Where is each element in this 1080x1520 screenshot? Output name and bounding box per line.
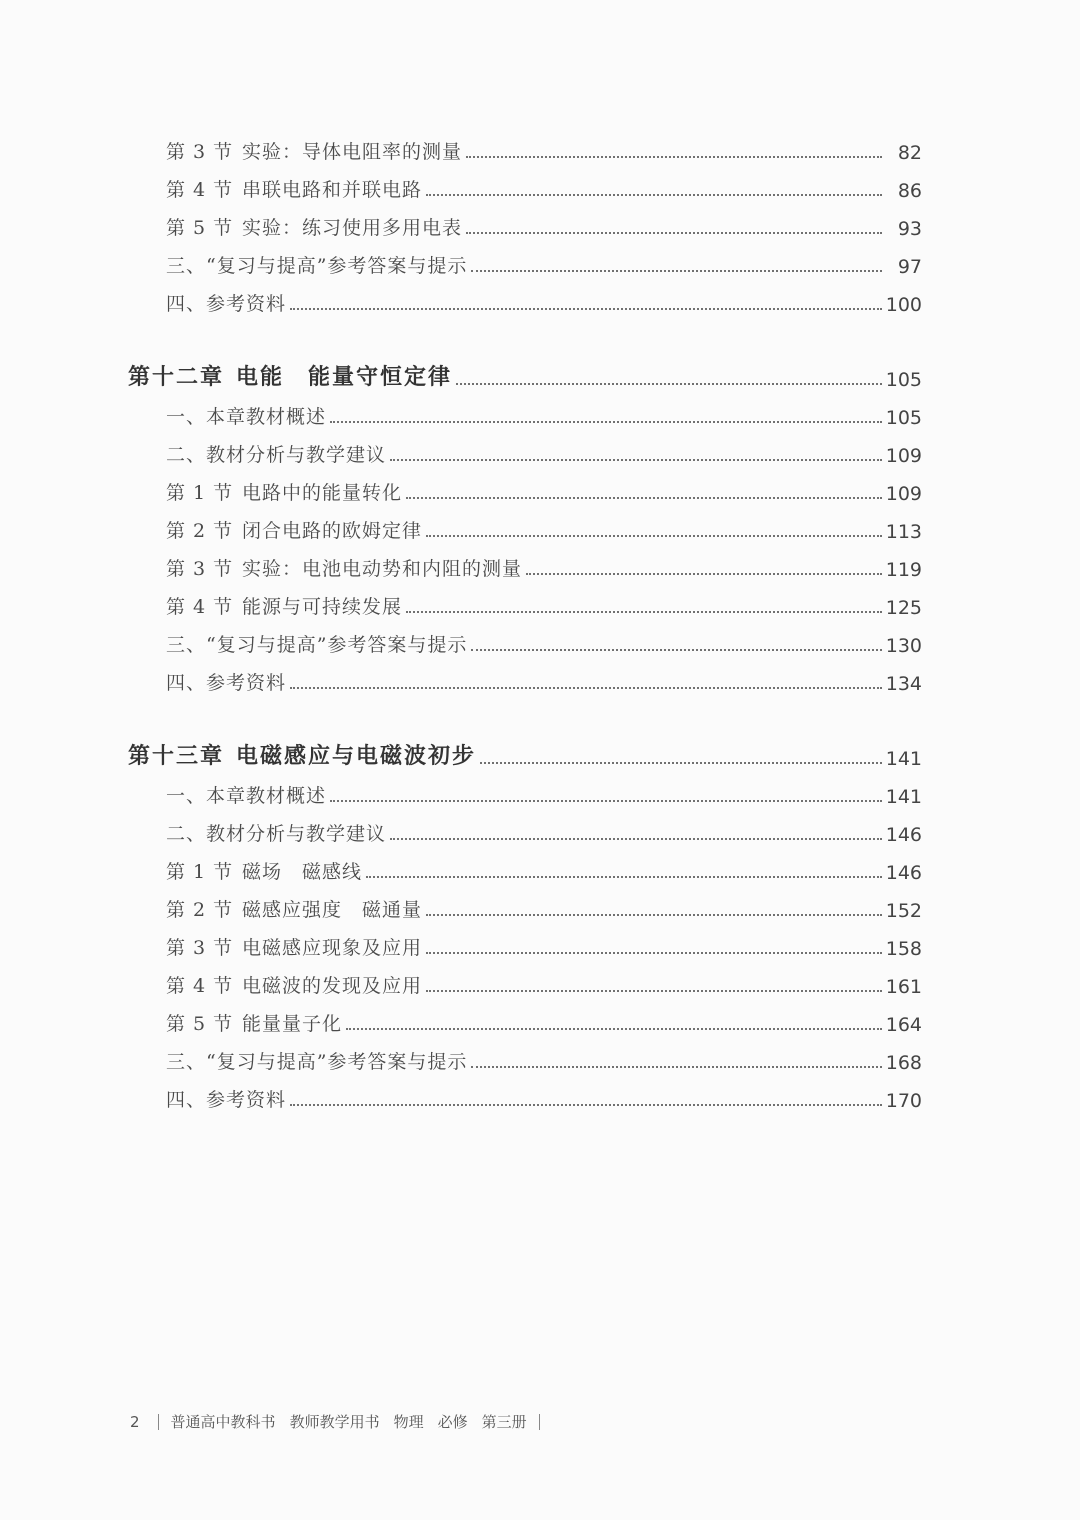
entry-title: 三、“复习与提高”参考答案与提示 <box>166 1051 468 1073</box>
dot-leader <box>426 990 882 992</box>
toc-entry[interactable] <box>0 467 1080 505</box>
toc-entry-label <box>128 360 452 391</box>
page-number: 130 <box>885 635 922 657</box>
entry-title: 三、“复习与提高”参考答案与提示 <box>166 255 468 277</box>
toc-entry-label <box>166 251 467 278</box>
entry-title: 能源与可持续发展 <box>242 596 403 618</box>
page-number: 146 <box>885 824 922 846</box>
toc-entry-label <box>166 895 422 922</box>
dot-leader <box>426 952 882 954</box>
toc-entry-label <box>166 971 422 998</box>
page-number: 109 <box>885 445 922 467</box>
toc-entry[interactable] <box>0 619 1080 657</box>
section-number: 第 2 节 <box>166 520 234 542</box>
section-number: 第 3 节 <box>166 558 234 580</box>
chapter-title: 电能 能量守恒定律 <box>236 364 453 390</box>
entry-title: 实验：电池电动势和内阻的测量 <box>242 558 523 580</box>
toc-entry[interactable] <box>0 240 1080 278</box>
section-number: 第 1 节 <box>166 482 234 504</box>
toc-chapter-entry[interactable] <box>0 352 1080 391</box>
section-number: 第 4 节 <box>166 975 234 997</box>
page-number: 93 <box>897 218 922 240</box>
dot-leader <box>290 687 882 689</box>
toc-entry-label <box>166 440 386 467</box>
entry-title: 二、教材分析与教学建议 <box>166 444 387 466</box>
dot-leader <box>390 459 882 461</box>
toc-entry-label <box>166 402 326 429</box>
page-number: 82 <box>897 142 922 164</box>
entry-title: 四、参考资料 <box>166 293 287 315</box>
page-number: 97 <box>897 256 922 278</box>
toc-entry-label <box>128 739 476 770</box>
page-number: 105 <box>885 369 922 391</box>
page-number: 113 <box>885 521 922 543</box>
toc-group <box>0 126 1080 316</box>
entry-title: 二、教材分析与教学建议 <box>166 823 387 845</box>
dot-leader <box>330 800 882 802</box>
dot-leader <box>346 1028 882 1030</box>
toc-entry-label <box>166 630 467 657</box>
page-number: 86 <box>897 180 922 202</box>
entry-title: 电路中的能量转化 <box>242 482 403 504</box>
toc-entry[interactable] <box>0 808 1080 846</box>
toc-entry[interactable] <box>0 1074 1080 1112</box>
page-number: 134 <box>885 673 922 695</box>
table-of-contents <box>0 126 1080 1148</box>
toc-entry[interactable] <box>0 505 1080 543</box>
dot-leader <box>290 1104 882 1106</box>
toc-group <box>0 731 1080 1112</box>
dot-leader <box>426 535 882 537</box>
toc-entry[interactable] <box>0 581 1080 619</box>
entry-title: 一、本章教材概述 <box>166 406 327 428</box>
toc-entry[interactable] <box>0 657 1080 695</box>
entry-title: 实验：练习使用多用电表 <box>242 217 463 239</box>
toc-entry[interactable] <box>0 278 1080 316</box>
toc-entry-label <box>166 137 462 164</box>
section-number: 第 1 节 <box>166 861 234 883</box>
toc-entry[interactable] <box>0 164 1080 202</box>
toc-entry-label <box>166 668 286 695</box>
page-number: 119 <box>885 559 922 581</box>
dot-leader <box>390 838 882 840</box>
toc-entry-label <box>166 554 522 581</box>
dot-leader <box>526 573 882 575</box>
page-number: 125 <box>885 597 922 619</box>
toc-group <box>0 352 1080 695</box>
footer-subject: 物理 <box>393 1413 424 1431</box>
toc-entry[interactable] <box>0 202 1080 240</box>
entry-title: 三、“复习与提高”参考答案与提示 <box>166 634 468 656</box>
dot-leader <box>456 383 882 385</box>
chapter-number: 第十二章 <box>128 364 225 390</box>
section-number: 第 3 节 <box>166 141 234 163</box>
toc-entry-label <box>166 289 286 316</box>
entry-title: 能量量子化 <box>242 1013 343 1035</box>
toc-entry[interactable] <box>0 770 1080 808</box>
dot-leader <box>471 270 882 272</box>
toc-chapter-entry[interactable] <box>0 731 1080 770</box>
dot-leader <box>471 649 881 651</box>
section-number: 第 4 节 <box>166 179 234 201</box>
dot-leader <box>290 308 882 310</box>
dot-leader <box>466 156 882 158</box>
page-number: 161 <box>885 976 922 998</box>
page-number: 170 <box>885 1090 922 1112</box>
toc-entry-label <box>166 819 386 846</box>
section-number: 第 5 节 <box>166 217 234 239</box>
dot-leader <box>406 497 882 499</box>
dot-leader <box>330 421 882 423</box>
chapter-title: 电磁感应与电磁波初步 <box>236 743 477 769</box>
toc-entry-label <box>166 478 402 505</box>
toc-entry[interactable] <box>0 1036 1080 1074</box>
toc-entry[interactable] <box>0 429 1080 467</box>
section-number: 第 2 节 <box>166 899 234 921</box>
footer-type: 教师教学用书 <box>289 1413 380 1431</box>
toc-entry-label <box>166 516 422 543</box>
page-number: 152 <box>885 900 922 922</box>
dot-leader <box>366 876 882 878</box>
page-number: 141 <box>885 786 922 808</box>
entry-title: 闭合电路的欧姆定律 <box>242 520 423 542</box>
page-number: 141 <box>885 748 922 770</box>
toc-entry[interactable] <box>0 846 1080 884</box>
entry-title: 一、本章教材概述 <box>166 785 327 807</box>
footer-divider <box>158 1414 159 1430</box>
page-number: 168 <box>885 1052 922 1074</box>
section-number: 第 3 节 <box>166 937 234 959</box>
entry-title: 磁场 磁感线 <box>242 861 363 883</box>
footer-page-number: 2 <box>130 1412 140 1431</box>
chapter-number: 第十三章 <box>128 743 225 769</box>
toc-entry-label <box>166 213 462 240</box>
entry-title: 电磁感应现象及应用 <box>242 937 423 959</box>
page-number: 105 <box>885 407 922 429</box>
entry-title: 磁感应强度 磁通量 <box>242 899 423 921</box>
page-number: 158 <box>885 938 922 960</box>
page-number: 164 <box>885 1014 922 1036</box>
section-number: 第 4 节 <box>166 596 234 618</box>
page-number: 100 <box>885 294 922 316</box>
entry-title: 四、参考资料 <box>166 672 287 694</box>
page-footer <box>130 1411 540 1432</box>
toc-entry[interactable] <box>0 543 1080 581</box>
dot-leader <box>466 232 882 234</box>
dot-leader <box>480 762 882 764</box>
entry-title: 实验：导体电阻率的测量 <box>242 141 463 163</box>
footer-level: 必修 <box>437 1413 468 1431</box>
toc-entry[interactable] <box>0 998 1080 1036</box>
toc-entry-label <box>166 781 326 808</box>
footer-divider-end <box>539 1414 540 1430</box>
toc-entry[interactable] <box>0 960 1080 998</box>
toc-entry-label <box>166 857 362 884</box>
toc-entry-label <box>166 592 402 619</box>
toc-entry[interactable] <box>0 126 1080 164</box>
entry-title: 电磁波的发现及应用 <box>242 975 423 997</box>
footer-volume: 第三册 <box>481 1413 527 1431</box>
toc-entry-label <box>166 1009 342 1036</box>
toc-entry[interactable] <box>0 884 1080 922</box>
dot-leader <box>406 611 882 613</box>
dot-leader <box>471 1066 881 1068</box>
entry-title: 四、参考资料 <box>166 1089 287 1111</box>
toc-entry[interactable] <box>0 391 1080 429</box>
dot-leader <box>426 194 882 196</box>
footer-book: 普通高中教科书 <box>170 1413 276 1431</box>
toc-entry-label <box>166 1085 286 1112</box>
toc-entry-label <box>166 1047 467 1074</box>
entry-title: 串联电路和并联电路 <box>242 179 423 201</box>
dot-leader <box>426 914 882 916</box>
page-number: 109 <box>885 483 922 505</box>
toc-entry-label <box>166 933 422 960</box>
toc-entry-label <box>166 175 422 202</box>
section-number: 第 5 节 <box>166 1013 234 1035</box>
page-number: 146 <box>885 862 922 884</box>
toc-entry[interactable] <box>0 922 1080 960</box>
